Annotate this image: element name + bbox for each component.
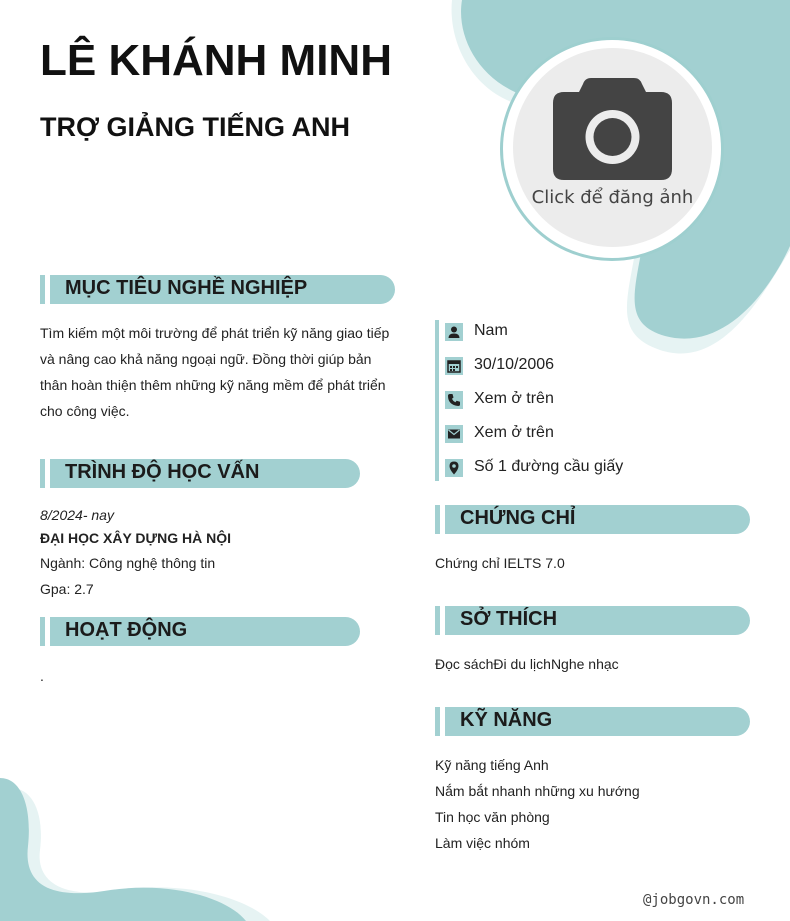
section-header-objective: [40, 275, 395, 304]
certificates-content: Chứng chỉ IELTS 7.0: [435, 555, 565, 571]
skill-item: Nắm bắt nhanh những xu hướng: [435, 783, 640, 799]
education-major: Ngành: Công nghệ thông tin: [40, 555, 216, 571]
section-title-objective: MỤC TIÊU NGHỀ NGHIỆP: [65, 277, 308, 299]
objective-line: và nâng cao khả năng ngoại ngữ. Đồng thời giúp bản: [40, 351, 372, 367]
hobbies-content: Đọc sáchĐi du lịchNghe nhạc: [435, 656, 619, 672]
objective-line: cho công việc.: [40, 403, 130, 419]
avatar-upload-label[interactable]: Click để đăng ảnh: [531, 187, 694, 208]
section-title-skills: KỸ NĂNG: [460, 709, 553, 731]
camera-icon[interactable]: [553, 78, 672, 180]
section-header-skills: [435, 707, 750, 736]
person-icon: [445, 323, 463, 341]
section-title-hobbies: SỞ THÍCH: [460, 608, 558, 630]
section-header-activities: [40, 617, 360, 646]
skill-item: Kỹ năng tiếng Anh: [435, 757, 549, 773]
education-period: 8/2024- nay: [40, 507, 114, 523]
skills-list: [435, 752, 640, 856]
section-title-activities: HOẠT ĐỘNG: [65, 619, 188, 641]
objective-text: [40, 320, 410, 424]
contact-birthdate: 30/10/2006: [474, 356, 555, 373]
section-title-education: TRÌNH ĐỘ HỌC VẤN: [65, 461, 260, 483]
objective-line: thân hoàn thiện thêm những kỹ năng mềm để phát triển: [40, 377, 386, 393]
section-header-certificates: [435, 505, 750, 534]
job-title: TRỢ GIẢNG TIẾNG ANH: [40, 112, 351, 142]
activities-content: .: [40, 668, 44, 684]
education-school: ĐẠI HỌC XÂY DỰNG HÀ NỘI: [40, 530, 232, 546]
contact-address: Số 1 đường cầu giấy: [474, 458, 624, 475]
candidate-name: LÊ KHÁNH MINH: [40, 36, 392, 85]
email-icon: [445, 425, 463, 443]
footer-watermark: @jobgovn.com: [643, 892, 745, 908]
contact-gender: Nam: [474, 322, 508, 339]
contact-email: Xem ở trên: [474, 424, 554, 441]
section-header-hobbies: [435, 606, 750, 635]
objective-line: Tìm kiếm một môi trường để phát triển kỹ năng giao tiếp: [40, 325, 390, 341]
contact-phone: Xem ở trên: [474, 390, 554, 407]
education-gpa: Gpa: 2.7: [40, 581, 94, 597]
calendar-icon: [445, 357, 463, 375]
skill-item: Tin học văn phòng: [435, 809, 550, 825]
section-header-education: [40, 459, 360, 488]
section-title-certificates: CHỨNG CHỈ: [460, 507, 576, 529]
location-pin-icon: [445, 459, 463, 477]
phone-icon: [445, 391, 463, 409]
skill-item: Làm việc nhóm: [435, 835, 530, 851]
contact-divider: [435, 320, 439, 481]
